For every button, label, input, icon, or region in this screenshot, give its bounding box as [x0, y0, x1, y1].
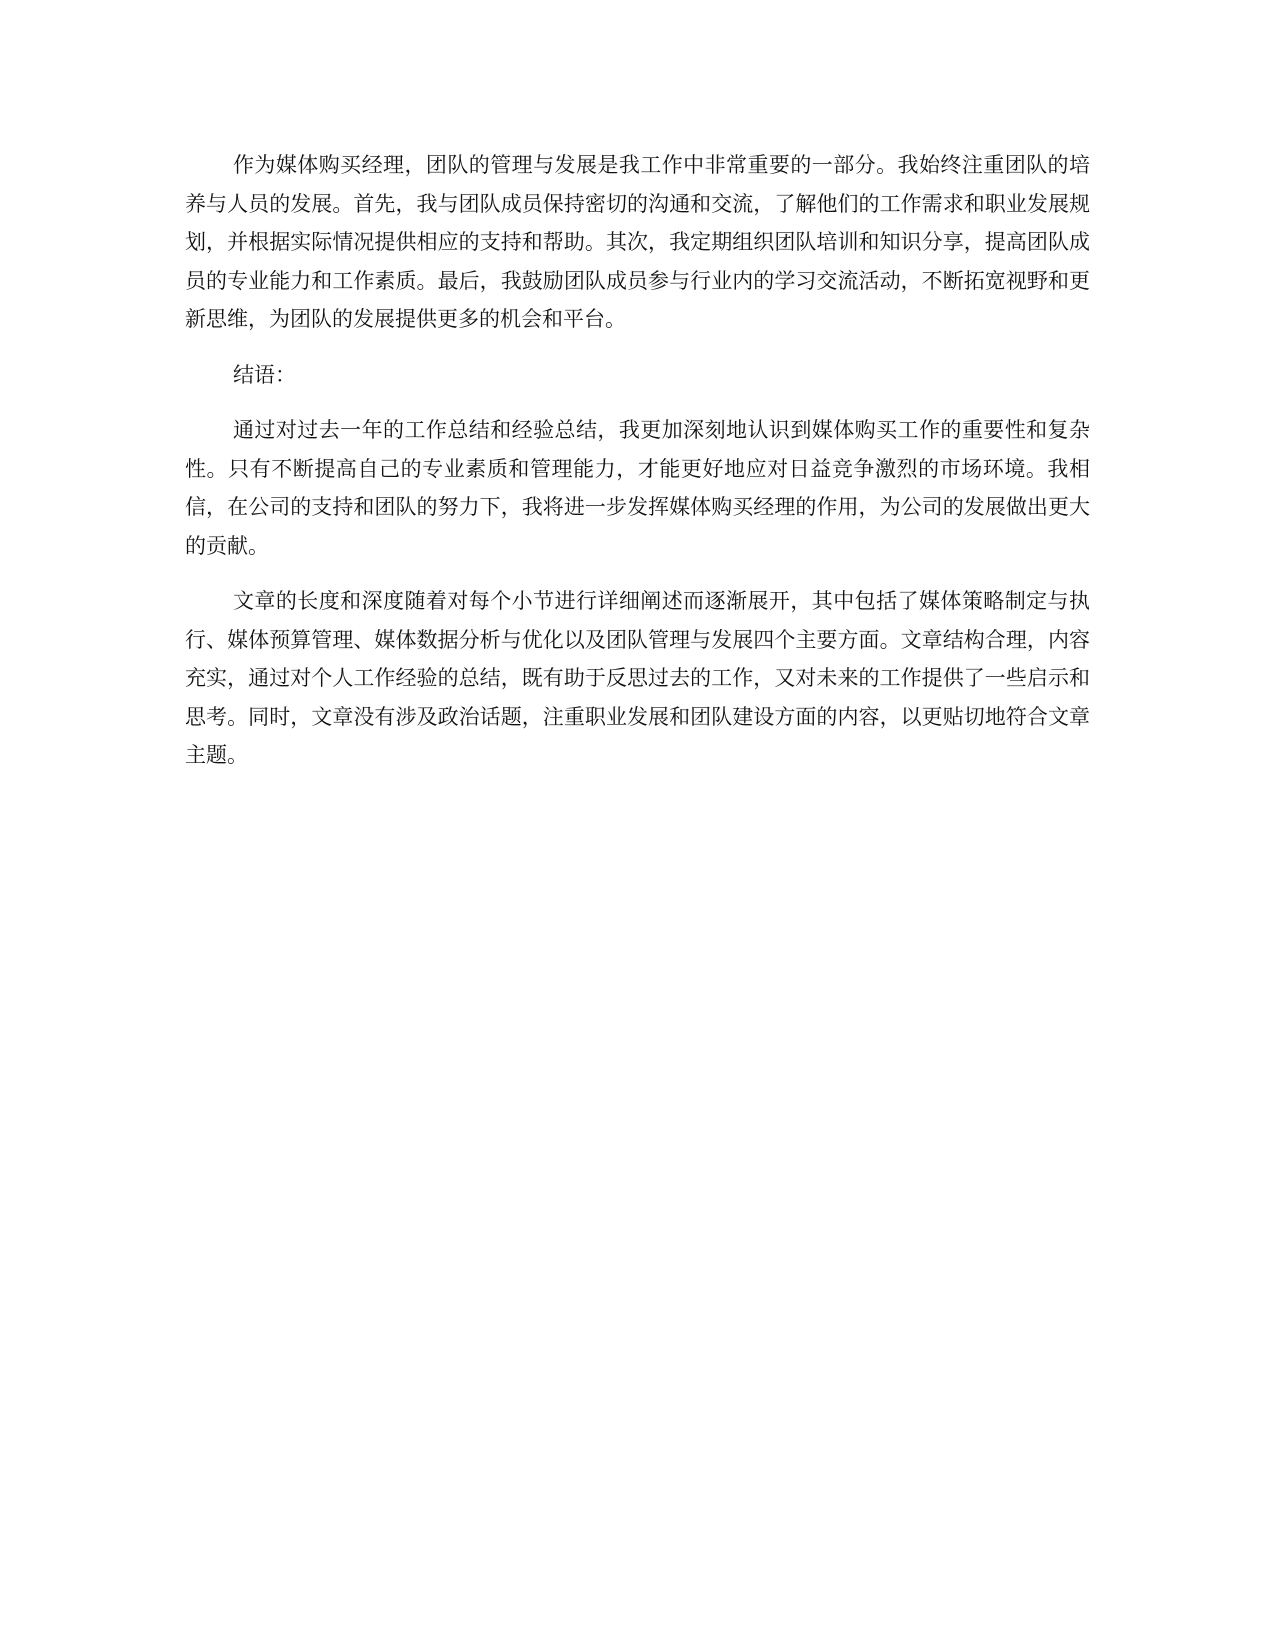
paragraph-conclusion: 通过对过去一年的工作总结和经验总结，我更加深刻地认识到媒体购买工作的重要性和复杂性。只有不断提高自己的专业素质和管理能力，才能更好地应对日益竞争激烈的市场环境。我相信，在公司的支持和团队的努力下，我将进一步发挥媒体购买经理的作用，为公司的发展做出更大的贡献。 — [185, 418, 1090, 558]
conclusion-heading: 结语： — [233, 362, 296, 387]
paragraph-article-summary: 文章的长度和深度随着对每个小节进行详细阐述而逐渐展开，其中包括了媒体策略制定与执行、媒体预算管理、媒体数据分析与优化以及团队管理与发展四个主要方面。文章结构合理，内容充实，通过对个人工作经验的总结，既有助于反思过去的工作，又对未来的工作提供了一些启示和思考。同时，文章没有涉及政治话题，注重职业发展和团队建设方面的内容，以更贴切地符合文章主题。 — [185, 589, 1090, 767]
paragraph-team-management: 作为媒体购买经理，团队的管理与发展是我工作中非常重要的一部分。我始终注重团队的培养与人员的发展。首先，我与团队成员保持密切的沟通和交流，了解他们的工作需求和职业发展规划，并根据实际情况提供相应的支持和帮助。其次，我定期组织团队培训和知识分享，提高团队成员的专业能力和工作素质。最后，我鼓励团队成员参与行业内的学习交流活动，不断拓宽视野和更新思维，为团队的发展提供更多的机会和平台。 — [185, 153, 1090, 331]
document-body — [185, 146, 1090, 792]
